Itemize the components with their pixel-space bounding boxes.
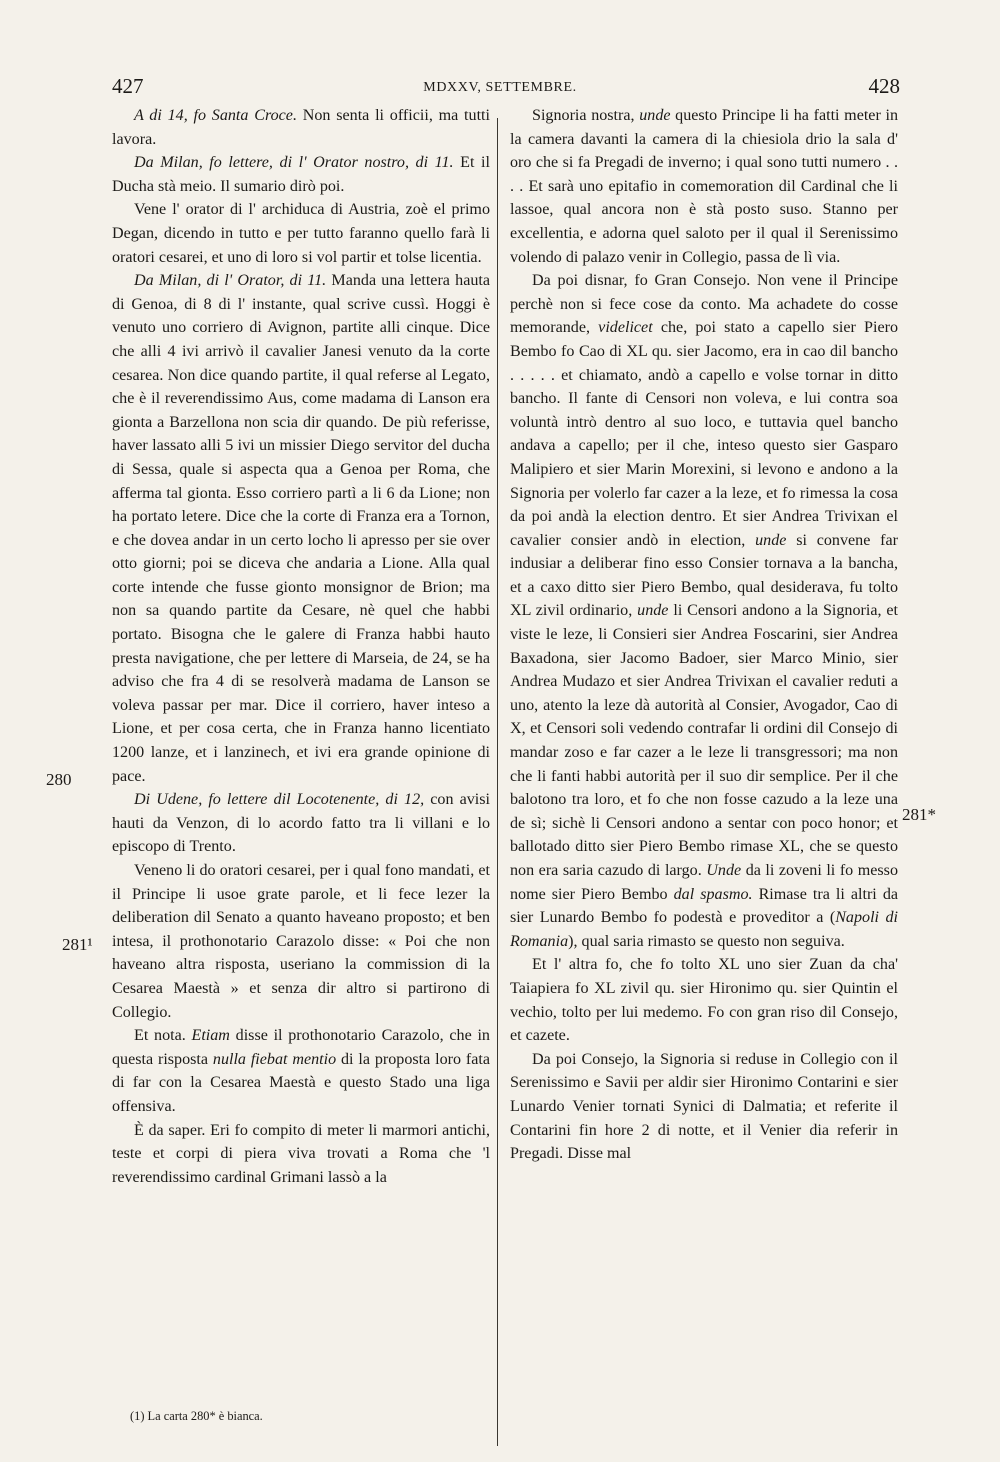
text-run: Rimase tra li altri da sier Lunardo Bembo fo podestà e proveditor a (	[510, 885, 899, 927]
text-run: che, poi stato a capello sier Piero Bembo fo Cao di XL qu. sier Jacomo, era in cao dil bancho . . . . . et chiamato, andò a capello e volse tornar in ditto bancho. Il fante di Censori non voleva, e lui contra soa voluntà intrò dentro al suo loco, e tuttavia quel bancho andava a capello; per il che, inteso questo sier Gasparo Malipiero et sier Marin Morexini, si levono e andono a la Signoria per volerlo far cazer a la leze, et fo rimessa la cosa da poi andà la election dentro. Et sier Andrea Trivixan el cavalier consier andò in election,	[510, 319, 898, 549]
paragraph	[112, 198, 490, 269]
italic-run: Etiam	[191, 1027, 230, 1045]
text-run: È da saper. Eri fo compito di meter li marmori antichi, teste et corpi di piera viva trovati a Roma che 'l reverendissimo cardinal Grimani lassò a la	[112, 1121, 490, 1186]
margin-note-281-superscript: 281¹	[62, 935, 93, 954]
italic-run: unde	[639, 107, 671, 124]
text-run: Da poi Consejo, la Signoria si reduse in Collegio con il Serenissimo e Savii per aldir sier Hironimo Contarini e sier Lunardo Venier tornati Synici di Dalmatia; et referite il Contarini fin hore 2 di notte, et il Venier dia referir in Pregadi. Disse mal	[510, 1050, 898, 1163]
left-column	[112, 104, 490, 1189]
text-run: ), qual saria rimasto se questo non seguiva.	[568, 932, 845, 950]
right-page-number: 428	[868, 74, 900, 98]
paragraph	[112, 104, 490, 151]
italic-run: Da Milan, di l' Orator, di 11.	[134, 272, 327, 290]
text-run: Vene l' orator di l' archiduca di Austria, zoè el primo Degan, dicendo in tutto e per tutto faranno quello farà li oratori cesarei, et uno di loro si vol partir et tolse licentia.	[112, 201, 490, 266]
italic-run: videlicet	[598, 319, 653, 337]
margin-note-281-star: 281*	[902, 805, 936, 824]
italic-run: nulla fiebat mentio	[212, 1050, 337, 1068]
italic-run: unde	[755, 531, 787, 549]
paragraph	[112, 859, 490, 1024]
italic-run: unde	[637, 602, 669, 620]
italic-run: Da Milan, fo lettere, di l' Orator nostro, di 11.	[134, 154, 454, 172]
paragraph	[112, 269, 490, 788]
italic-run: A di 14, fo Santa Croce.	[134, 107, 297, 124]
paragraph	[510, 953, 898, 1047]
left-page-number: 427	[112, 74, 144, 98]
text-run: Et nota.	[134, 1027, 192, 1045]
text-run: li Censori andono a la Signoria, et viste le leze, li Consieri sier Andrea Foscarini, sier Andrea Baxadona, sier Jacomo Badoer, sier Marco Minio, sier Andrea Mudazo et sier Andrea Trivixan el cavalier reduti a uno, atento la leze dà autorità al Consier, Avogador, Cao di X, et Censori soli vedendo contrafar li ordini dil Consejo di mandar zoso e far cazer a le leze li transgressori; ma non che li fanti habbi autorità per il suo dir semplice. Per il che balotono tra loro, et fo che non fosse cazudo a la leze una de sì; sichè li Censori andono a sentar con poco honor; et ballotado ditto sier Piero Bembo rimase XL, che se questo non era saria cazudo di largo.	[510, 602, 899, 879]
text-run: da li zoveni li fo messo nome sier Piero Bembo	[510, 862, 898, 903]
text-run: Manda una lettera hauta di Genoa, di 8 di l' instante, qual scrive cussì. Hoggi è venuto uno corriero di Avignon, partite alli cinque. Dice che alli 4 ivi arrivò il cavalier Janesi venuto da la corte cesarea. Non dice quando partite, il qual referse al Legato, che è il reverendissimo Aus, come madama di Lanson era gionta a Barzellona non scia dir quando. De più referisse, haver lassato alli 5 ivi un missier Diego servitor del ducha di Sessa, quale si aspecta qua a Genoa per Roma, che afferma tal gionta. Esso corriero partì a li 6 da Lione; non ha portato letere. Dice che la corte di Franza era a Tornon, e che dovea andar in un certo locho li apresso per sie over otto giorni; poi se diceva che andaria a Lione. Alla qual corte intende che fusse gionto monsignor de Brion; ma non sa quando partite da Cesare, nè quel che habbi portato. Bisogna che le galere di Franza habbi hauto presta navigatione, che per lettere di Marseia, de 24, se ha adviso che fra 4 di se resolverà madama de Lanson se voleva passar per mar. Dice il corriero, haver inteso a Lione, et per cosa certa, che in Franza hanno licentiato 1200 lanze, et i lanzinech, et ivi era grande opinione di pace.	[112, 272, 491, 785]
text-run: con avisi hauti da Venzon, di lo acordo fatto tra li villani e lo episcopo di Trento.	[112, 791, 490, 856]
italic-run: Unde	[706, 862, 742, 879]
paragraph	[112, 151, 490, 198]
text-run: Signoria nostra,	[532, 107, 640, 124]
italic-run: Napoli di Romania	[510, 909, 898, 950]
paragraph	[510, 104, 898, 269]
column-divider	[497, 118, 498, 1446]
paragraph	[510, 269, 898, 953]
footnote: (1) La carta 280* è bianca.	[130, 1409, 263, 1423]
text-run: Et l' altra fo, che fo tolto XL uno sier Zuan da cha' Taiapiera fo XL zivil qu. sier Hironimo qu. sier Quintin el vechio, tolto per lui medemo. Fo con gran riso dil Consejo, et cazete.	[510, 956, 898, 1045]
text-run: di la proposta loro fata di far con la Cesarea Maestà e questo Stado una liga offensiva.	[112, 1050, 490, 1115]
paragraph	[112, 788, 490, 859]
running-head: MDXXV, SETTEMBRE.	[423, 80, 577, 95]
paragraph	[112, 1024, 490, 1118]
text-run: Non senta li officii, ma tutti lavora.	[112, 107, 490, 148]
text-run: Da poi disnar, fo Gran Consejo. Non vene il Principe perchè non si fece cose da conto. Ma achadete do cosse memorande,	[510, 272, 898, 337]
text-run: questo Principe li ha fatti meter in la camera davanti la camera di la chiesiola drio la sala d' oro che si fa Pregadi de inverno; i qual sono tutti numero . . . . Et sarà uno epitafio in comemoration dil Cardinal che li lassoe, qual ancora non è stà posto suso. Stanno per excellentia, e adorna quel saloto per il qual il Serenissimo volendo di palazo venir in Collegio, passa de lì via.	[510, 107, 898, 266]
margin-note-280: 280	[46, 770, 72, 789]
italic-run: Di Udene, fo lettere dil Locotenente, di 12,	[134, 791, 425, 809]
text-run: si convene far indusiar a deliberar fino esso Consier tornava a la bancha, et a caxo ditto sier Piero Bembo, qual desiderava, fu tolto XL zivil ordinario,	[510, 531, 898, 620]
text-run: Veneno li do oratori cesarei, per i qual fono mandati, et il Principe li usoe grate parole, et li fece lezer la deliberation dil Senato a quanto haveano proposto; et ben intesa, il prothonotario Carazolo disse: « Poi che non haveano altra risposta, useriano la commission di la Cesarea Maestà » et senza dir altro si partirono di Collegio.	[112, 862, 490, 1021]
text-run: disse il prothonotario Carazolo, che in questa risposta	[112, 1027, 490, 1068]
italic-run: dal spasmo.	[673, 885, 753, 903]
right-column	[510, 104, 898, 1166]
paragraph	[112, 1119, 490, 1190]
paragraph	[510, 1048, 898, 1166]
text-run: Et il Ducha stà meio. Il sumario dirò poi.	[112, 154, 491, 195]
